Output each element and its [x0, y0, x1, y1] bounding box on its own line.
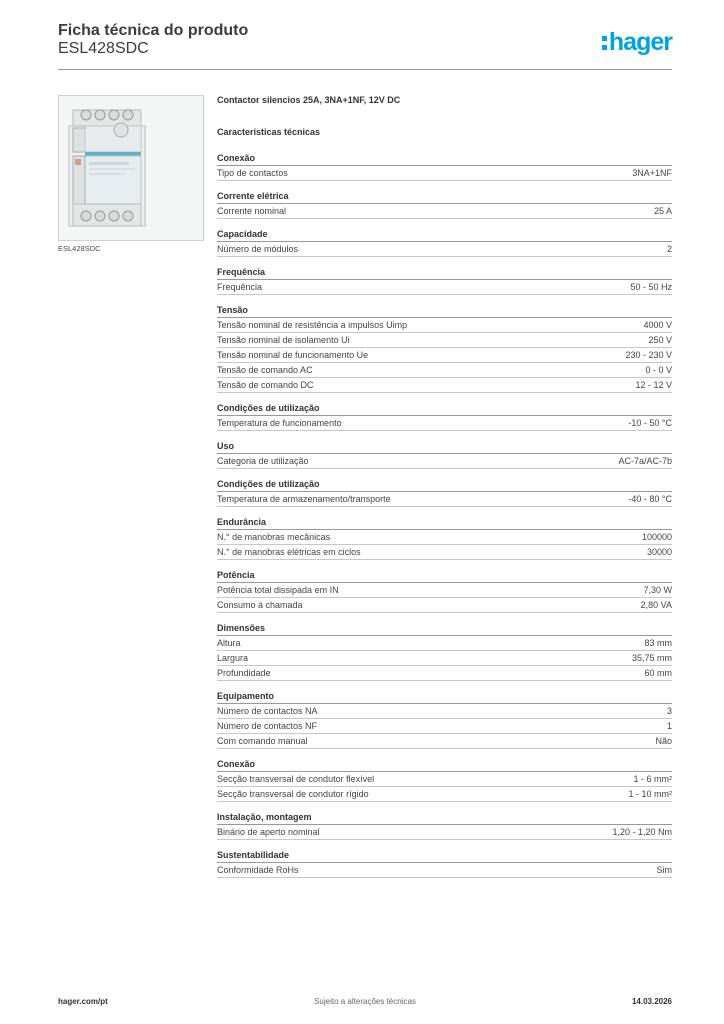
spec-label: Altura — [217, 638, 241, 648]
spec-row — [217, 363, 672, 378]
header-divider — [58, 69, 672, 70]
spec-label: Número de contactos NF — [217, 721, 318, 731]
spec-section — [217, 849, 672, 878]
spec-value: 1 - 10 mm² — [628, 789, 672, 799]
spec-row — [217, 583, 672, 598]
spec-value: 3 — [666, 706, 672, 716]
spec-label: Número de módulos — [217, 244, 299, 254]
spec-label: N.° de manobras mecânicas — [217, 532, 331, 542]
spec-value: 7,30 W — [643, 585, 672, 595]
spec-section — [217, 690, 672, 749]
spec-row — [217, 734, 672, 749]
section-title: Condições de utilização — [217, 402, 672, 416]
page-header — [58, 20, 672, 70]
product-image — [58, 95, 204, 241]
spec-value: 60 mm — [644, 668, 672, 678]
spec-section — [217, 402, 672, 431]
spec-value: 12 - 12 V — [635, 380, 672, 390]
spec-section — [217, 622, 672, 681]
spec-row — [217, 545, 672, 560]
spec-value: 4000 V — [643, 320, 672, 330]
spec-row — [217, 242, 672, 257]
spec-value: 2,80 VA — [640, 600, 672, 610]
spec-label: Corrente nominal — [217, 206, 287, 216]
spec-label: Tensão de comando DC — [217, 380, 314, 390]
section-title: Dimensões — [217, 622, 672, 636]
hager-logo — [602, 28, 672, 57]
spec-row — [217, 530, 672, 545]
logo-dots-icon — [602, 28, 608, 50]
spec-label: Secção transversal de condutor rígido — [217, 789, 369, 799]
spec-row — [217, 166, 672, 181]
spec-label: Tipo de contactos — [217, 168, 288, 178]
section-title: Equipamento — [217, 690, 672, 704]
spec-label: Tensão de comando AC — [217, 365, 313, 375]
spec-value: 100000 — [641, 532, 672, 542]
spec-section — [217, 266, 672, 295]
spec-value: 0 - 0 V — [645, 365, 672, 375]
spec-label: Número de contactos NA — [217, 706, 318, 716]
spec-section — [217, 569, 672, 613]
spec-row — [217, 666, 672, 681]
spec-sections — [217, 152, 672, 878]
section-title: Corrente elétrica — [217, 190, 672, 204]
spec-value: 1 — [666, 721, 672, 731]
spec-label: Com comando manual — [217, 736, 308, 746]
spec-value: Sim — [656, 865, 672, 875]
spec-label: Binário de aperto nominal — [217, 827, 320, 837]
spec-section — [217, 478, 672, 507]
spec-value: 83 mm — [644, 638, 672, 648]
spec-section — [217, 228, 672, 257]
spec-value: 35,75 mm — [631, 653, 672, 663]
spec-value: AC-7a/AC-7b — [618, 456, 672, 466]
spec-value: Não — [655, 736, 672, 746]
section-title: Uso — [217, 440, 672, 454]
spec-value: 3NA+1NF — [632, 168, 672, 178]
footer-date: 14.03.2026 — [631, 997, 672, 1006]
section-title: Potência — [217, 569, 672, 583]
spec-value: 1 - 6 mm² — [633, 774, 672, 784]
spec-row — [217, 636, 672, 651]
spec-label: Temperatura de armazenamento/transporte — [217, 494, 391, 504]
spec-section — [217, 152, 672, 181]
spec-value: 50 - 50 Hz — [630, 282, 672, 292]
spec-row — [217, 348, 672, 363]
spec-label: Consumo à chamada — [217, 600, 303, 610]
spec-row — [217, 787, 672, 802]
spec-row — [217, 280, 672, 295]
spec-value: -10 - 50 °C — [628, 418, 672, 428]
image-caption: ESL428SDC — [58, 244, 101, 253]
spec-label: Tensão nominal de resistência a impulsos Uimp — [217, 320, 408, 330]
spec-section — [217, 190, 672, 219]
spec-row — [217, 719, 672, 734]
footer-disclaimer: Sujeito a alterações técnicas — [314, 997, 416, 1006]
spec-section — [217, 811, 672, 840]
footer-website: hager.com/pt — [58, 997, 108, 1006]
spec-row — [217, 598, 672, 613]
section-title: Condições de utilização — [217, 478, 672, 492]
spec-label: Temperatura de funcionamento — [217, 418, 342, 428]
characteristics-title: Características técnicas — [217, 127, 321, 137]
page-title: Ficha técnica do produto — [58, 22, 249, 39]
spec-content — [217, 95, 672, 887]
spec-label: Tensão nominal de isolamento Ui — [217, 335, 350, 345]
spec-label: Tensão nominal de funcionamento Ue — [217, 350, 369, 360]
spec-label: Conformidade RoHs — [217, 865, 299, 875]
spec-value: 25 A — [653, 206, 672, 216]
spec-value: 250 V — [648, 335, 672, 345]
spec-label: Profundidade — [217, 668, 271, 678]
spec-label: Secção transversal de condutor flexível — [217, 774, 375, 784]
spec-row — [217, 333, 672, 348]
section-title: Conexão — [217, 152, 672, 166]
spec-value: 2 — [666, 244, 672, 254]
product-description: Contactor silencios 25A, 3NA+1NF, 12V DC — [217, 95, 401, 105]
spec-label: Frequência — [217, 282, 263, 292]
logo-text: hager — [608, 28, 672, 56]
spec-section — [217, 516, 672, 560]
spec-label: Categoria de utilização — [217, 456, 309, 466]
section-title: Capacidade — [217, 228, 672, 242]
spec-row — [217, 863, 672, 878]
contactor-product-icon — [59, 96, 203, 240]
spec-row — [217, 454, 672, 469]
spec-label: Potência total dissipada em IN — [217, 585, 339, 595]
spec-section — [217, 758, 672, 802]
spec-row — [217, 416, 672, 431]
spec-row — [217, 825, 672, 840]
spec-row — [217, 204, 672, 219]
section-title: Frequência — [217, 266, 672, 280]
spec-label: N.° de manobras elétricas em ciclos — [217, 547, 361, 557]
section-title: Instalação, montagem — [217, 811, 672, 825]
spec-value: -40 - 80 °C — [628, 494, 672, 504]
spec-value: 1,20 - 1,20 Nm — [612, 827, 672, 837]
spec-value: 230 - 230 V — [625, 350, 672, 360]
spec-label: Largura — [217, 653, 249, 663]
spec-section — [217, 304, 672, 393]
spec-section — [217, 440, 672, 469]
section-title: Tensão — [217, 304, 672, 318]
spec-row — [217, 318, 672, 333]
spec-row — [217, 378, 672, 393]
section-title: Sustentabilidade — [217, 849, 672, 863]
section-title: Conexão — [217, 758, 672, 772]
page-footer — [58, 997, 672, 1009]
product-code: ESL428SDC — [58, 40, 149, 57]
spec-row — [217, 704, 672, 719]
section-title: Endurância — [217, 516, 672, 530]
spec-row — [217, 772, 672, 787]
spec-row — [217, 651, 672, 666]
spec-value: 30000 — [646, 547, 672, 557]
spec-row — [217, 492, 672, 507]
